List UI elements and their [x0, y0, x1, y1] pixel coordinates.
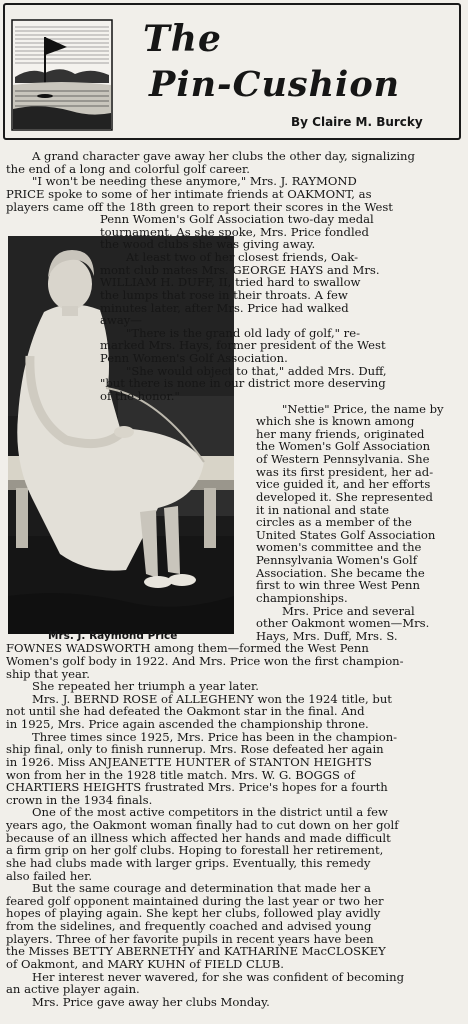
article-line: an active player again.: [6, 982, 140, 997]
article-line: players came off the 18th green to report their scores in the West: [6, 199, 393, 214]
article-line: circles as a member of the: [256, 515, 412, 530]
article-line: players. Three of her favorite pupils in recent years have been: [6, 931, 374, 946]
article-line: CHARTIERS HEIGHTS frustrated Mrs. Price's hopes for a fourth: [6, 780, 388, 795]
article-line: which she is known among: [256, 414, 415, 429]
article-line: crown in the 1934 finals.: [6, 792, 153, 807]
article-line: the end of a long and colorful golf career.: [6, 161, 250, 176]
byline: By Claire M. Burcky: [291, 115, 423, 129]
article-line: ship that year.: [6, 666, 90, 681]
article-line: One of the most active competitors in the district until a few: [32, 805, 388, 820]
article-line: She repeated her triumph a year later.: [32, 679, 259, 694]
article-line: women's committee and the: [256, 540, 422, 555]
article-line: her many friends, originated: [256, 426, 425, 441]
article-line: a firm grip on her golf clubs. Hoping to forestall her retirement,: [6, 843, 384, 858]
caption-row: [6, 630, 456, 643]
article-line: the Women's Golf Association: [256, 439, 431, 454]
golf-flag-icon: [11, 19, 113, 131]
article-line: away—: [100, 313, 142, 328]
article-line: other Oakmont women—Mrs.: [256, 616, 430, 631]
article-line: developed it. She represented: [256, 489, 433, 504]
article-line: years ago, the Oakmont woman finally had to cut down on her golf: [6, 818, 399, 833]
article-line: Mrs. Price and several: [282, 603, 415, 618]
article-line: Three times since 1925, Mrs. Price has been in the champion-: [32, 729, 398, 744]
article-line: Her interest never wavered, for she was confident of becoming: [32, 969, 405, 984]
article-line: because of an illness which affected her hands and made difficult: [6, 830, 391, 845]
column-title-line2: Pin-Cushion: [149, 64, 401, 105]
article-line: mont club mates Mrs. GEORGE HAYS and Mrs.: [100, 262, 380, 277]
article-line: the wood clubs she was giving away.: [100, 237, 316, 252]
article-line: in 1926. Miss ANJEANETTE HUNTER of STANTON HEIGHTS: [6, 754, 372, 769]
article-line: "Nettie" Price, the name by: [282, 401, 444, 416]
article-line: Mrs. J. BERND ROSE of ALLEGHENY won the 1924 title, but: [32, 691, 392, 706]
text-beside-photo-upper: [100, 213, 456, 402]
article-line: from the sidelines, and frequently coached and advised young: [6, 919, 372, 934]
article-line: ship final, only to finish runnerup. Mrs. Rose defeated her again: [6, 742, 384, 757]
article-line: "but there is none in our district more deserving: [100, 376, 386, 391]
article-line: Penn Women's Golf Association.: [100, 351, 288, 365]
article-line: first to win three West Penn: [256, 578, 420, 593]
article-line: was its first president, her ad-: [256, 464, 434, 479]
article-line: tournament. As she spoke, Mrs. Price fondled: [100, 224, 369, 239]
article-line: of Oakmont, and MARY KUHN of FIELD CLUB.: [6, 956, 284, 971]
article-line: won from her in the 1928 title match. Mrs. W. G. BOGGS of: [6, 767, 355, 782]
article-line: vice guided it, and her efforts: [256, 477, 431, 492]
text-beside-photo-lower: [256, 403, 456, 630]
article-line: Association. She became the: [256, 565, 425, 580]
article-line: minutes later, after Mrs. Price had walked: [100, 300, 349, 315]
article-line: in 1925, Mrs. Price again ascended the championship throne.: [6, 717, 369, 732]
photo-caption: Mrs. J. Raymond Price: [48, 629, 178, 642]
article-line: feared golf opponent maintained during the last year or two her: [6, 893, 384, 908]
article-line: Penn Women's Golf Association two-day medal: [100, 212, 374, 227]
article-line: Pennsylvania Women's Golf: [256, 553, 418, 567]
article-line: of Western Pennsylvania. She: [256, 452, 430, 466]
article-line: FOWNES WADSWORTH among them—formed the West Penn: [6, 641, 369, 656]
column-header: [3, 3, 461, 140]
article-body: [6, 150, 456, 1008]
article-line: WILLIAM H. DUFF, II, tried hard to swallow: [100, 275, 361, 290]
article-line: But the same courage and determination that made her a: [32, 881, 371, 896]
article-line: Mrs. Price gave away her clubs Monday.: [32, 994, 270, 1009]
article-line: A grand character gave away her clubs the other day, signalizing: [32, 149, 415, 163]
article-line: "She would object to that," added Mrs. Duff,: [126, 363, 387, 378]
article-line: At least two of her closest friends, Oak-: [126, 250, 359, 264]
article-line: marked Mrs. Hays, former president of the West: [100, 338, 386, 353]
article-line: "I won't be needing these anymore," Mrs. J. RAYMOND: [32, 174, 357, 189]
article-line: hopes of playing again. She kept her clubs, followed play avidly: [6, 906, 381, 921]
article-line: PRICE spoke to some of her intimate friends at OAKMONT, as: [6, 186, 372, 201]
article-line: of the honor.": [100, 388, 180, 403]
article-line: United States Golf Association: [256, 527, 436, 542]
article-line: also failed her.: [6, 868, 93, 883]
article-line: the lumps that rose in their throats. A few: [100, 287, 348, 302]
article-line: Hays, Mrs. Duff, Mrs. S.: [256, 628, 398, 643]
article-line: it in national and state: [256, 502, 389, 517]
article-line: "There is the grand old lady of golf," re-: [126, 325, 360, 340]
article-line: not until she had defeated the Oakmont star in the final. And: [6, 704, 365, 719]
article-line: the Misses BETTY ABERNETHY and KATHARINE MacCLOSKEY: [6, 944, 386, 959]
article-line: championships.: [256, 590, 348, 605]
article-line: she had clubs made with larger grips. Eventually, this remedy: [6, 855, 371, 870]
article-line: Women's golf body in 1922. And Mrs. Price won the first champion-: [6, 653, 404, 668]
column-title-line1: The: [143, 18, 222, 60]
